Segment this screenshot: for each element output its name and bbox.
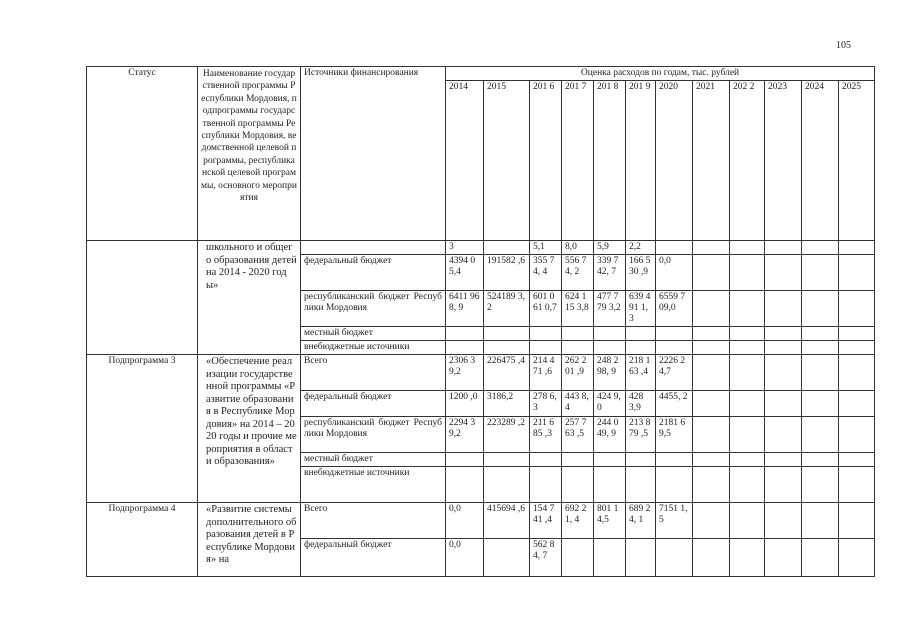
value-cell <box>802 255 839 291</box>
value-cell: 524189 3,2 <box>484 291 530 327</box>
value-cell: 8,0 <box>562 241 594 255</box>
value-cell: 211 685 ,3 <box>530 417 562 453</box>
value-cell <box>656 341 693 355</box>
value-cell <box>839 391 875 417</box>
value-cell <box>730 241 765 255</box>
value-cell: 415694 ,6 <box>484 503 530 539</box>
value-cell: 2226 24,7 <box>656 355 693 391</box>
value-cell: 624 115 3,8 <box>562 291 594 327</box>
header-year: 2014 <box>446 81 484 241</box>
status-cell <box>87 241 198 355</box>
value-cell: 639 491 1,3 <box>626 291 656 327</box>
value-cell <box>802 467 839 503</box>
budget-table <box>86 66 875 577</box>
value-cell <box>693 453 730 467</box>
value-cell <box>802 327 839 341</box>
value-cell <box>839 255 875 291</box>
value-cell <box>484 341 530 355</box>
value-cell: 4394 05,4 <box>446 255 484 291</box>
value-cell: 154 741 ,4 <box>530 503 562 539</box>
value-cell: 601 061 0,7 <box>530 291 562 327</box>
value-cell <box>839 241 875 255</box>
value-cell <box>802 355 839 391</box>
value-cell <box>839 327 875 341</box>
value-cell: 218 163 ,4 <box>626 355 656 391</box>
header-year: 2024 <box>802 81 839 241</box>
value-cell: 428 3,9 <box>626 391 656 417</box>
value-cell: 5,9 <box>594 241 626 255</box>
value-cell <box>656 539 693 577</box>
value-cell: 4455, 2 <box>656 391 693 417</box>
value-cell: 248 298, 9 <box>594 355 626 391</box>
value-cell <box>484 241 530 255</box>
value-cell <box>693 327 730 341</box>
header-year: 2023 <box>765 81 802 241</box>
value-cell: 278 6,3 <box>530 391 562 417</box>
value-cell <box>765 391 802 417</box>
value-cell <box>730 291 765 327</box>
value-cell <box>839 291 875 327</box>
value-cell <box>693 241 730 255</box>
value-cell: 244 049, 9 <box>594 417 626 453</box>
table-row <box>87 241 875 255</box>
value-cell <box>530 327 562 341</box>
funding-source-cell: республиканский бюджет Республики Мордовия <box>301 417 446 453</box>
value-cell: 562 84, 7 <box>530 539 562 577</box>
program-name-cell: «Обеспечение реализации государственной программы «Развитие образования в Республике Мордовия» на 2014 – 2020 годы и прочие мероприятия в области образования» <box>198 355 301 503</box>
value-cell <box>693 467 730 503</box>
value-cell <box>562 467 594 503</box>
value-cell <box>802 453 839 467</box>
value-cell: 226475 ,4 <box>484 355 530 391</box>
value-cell <box>562 539 594 577</box>
value-cell <box>802 341 839 355</box>
value-cell: 477 779 3,2 <box>594 291 626 327</box>
value-cell <box>839 467 875 503</box>
value-cell: 7151 1,5 <box>656 503 693 539</box>
value-cell: 3 <box>446 241 484 255</box>
header-year: 201 9 <box>626 81 656 241</box>
value-cell <box>693 503 730 539</box>
page-number: 105 <box>836 40 851 51</box>
value-cell <box>765 355 802 391</box>
value-cell <box>484 539 530 577</box>
value-cell: 801 14,5 <box>594 503 626 539</box>
value-cell <box>730 467 765 503</box>
value-cell <box>594 327 626 341</box>
value-cell <box>446 467 484 503</box>
funding-source-cell: местный бюджет <box>301 453 446 467</box>
value-cell <box>446 341 484 355</box>
value-cell <box>626 453 656 467</box>
header-sources: Источники финансирования <box>301 67 446 241</box>
status-cell: Подпрограмма 4 <box>87 503 198 577</box>
value-cell: 214 471 ,6 <box>530 355 562 391</box>
value-cell <box>562 453 594 467</box>
value-cell <box>730 453 765 467</box>
value-cell <box>594 453 626 467</box>
value-cell: 689 24, 1 <box>626 503 656 539</box>
value-cell <box>802 291 839 327</box>
value-cell <box>530 341 562 355</box>
program-name-cell: школьного и общего образования детей на 2014 - 2020 годы» <box>198 241 301 355</box>
table-row <box>87 503 875 539</box>
value-cell <box>693 391 730 417</box>
value-cell <box>446 453 484 467</box>
value-cell: 556 74, 2 <box>562 255 594 291</box>
header-estimate: Оценка расходов по годам, тыс. рублей <box>446 67 875 81</box>
value-cell <box>730 391 765 417</box>
header-year: 2015 <box>484 81 530 241</box>
value-cell <box>765 417 802 453</box>
funding-source-cell <box>301 241 446 255</box>
value-cell: 1200 ,0 <box>446 391 484 417</box>
value-cell <box>446 327 484 341</box>
value-cell <box>839 355 875 391</box>
header-year: 201 8 <box>594 81 626 241</box>
value-cell: 0,0 <box>446 503 484 539</box>
value-cell <box>693 255 730 291</box>
value-cell <box>765 453 802 467</box>
value-cell <box>594 467 626 503</box>
value-cell <box>562 341 594 355</box>
value-cell <box>765 327 802 341</box>
value-cell <box>839 539 875 577</box>
value-cell <box>730 255 765 291</box>
value-cell <box>802 417 839 453</box>
funding-source-cell: внебюджетные источники <box>301 467 446 503</box>
value-cell <box>730 539 765 577</box>
value-cell: 424 9,0 <box>594 391 626 417</box>
value-cell: 6411 968, 9 <box>446 291 484 327</box>
value-cell <box>802 391 839 417</box>
header-year: 201 6 <box>530 81 562 241</box>
value-cell <box>484 467 530 503</box>
value-cell <box>765 539 802 577</box>
program-name-cell: «Развитие системы дополнительного образования детей в Республике Мордовия» на <box>198 503 301 577</box>
value-cell: 2294 39,2 <box>446 417 484 453</box>
value-cell <box>802 503 839 539</box>
header-name: Наименование государственной программы Республики Мордовия, подпрограммы государственной программы Республики Мордовия, ведомственной целевой программы, республиканской целевой программы, основного мероприятия <box>198 67 301 241</box>
value-cell <box>656 453 693 467</box>
status-cell: Подпрограмма 3 <box>87 355 198 503</box>
funding-source-cell: федеральный бюджет <box>301 391 446 417</box>
value-cell <box>693 417 730 453</box>
header-year: 202 2 <box>730 81 765 241</box>
funding-source-cell: Всего <box>301 355 446 391</box>
funding-source-cell: республиканский бюджет Республики Мордовия <box>301 291 446 327</box>
header-year: 2021 <box>693 81 730 241</box>
value-cell <box>730 355 765 391</box>
header-year: 2020 <box>656 81 693 241</box>
value-cell: 355 74, 4 <box>530 255 562 291</box>
value-cell: 443 8,4 <box>562 391 594 417</box>
value-cell: 191582 ,6 <box>484 255 530 291</box>
value-cell: 0,0 <box>656 255 693 291</box>
value-cell: 2,2 <box>626 241 656 255</box>
value-cell <box>693 341 730 355</box>
value-cell <box>656 241 693 255</box>
value-cell <box>626 341 656 355</box>
funding-source-cell: федеральный бюджет <box>301 539 446 577</box>
funding-source-cell: местный бюджет <box>301 327 446 341</box>
funding-source-cell: Всего <box>301 503 446 539</box>
value-cell <box>730 417 765 453</box>
value-cell <box>484 453 530 467</box>
value-cell <box>594 341 626 355</box>
value-cell <box>765 467 802 503</box>
header-status: Статус <box>87 67 198 241</box>
value-cell <box>693 355 730 391</box>
value-cell <box>594 539 626 577</box>
value-cell <box>839 341 875 355</box>
value-cell <box>656 467 693 503</box>
value-cell: 257 763 ,5 <box>562 417 594 453</box>
value-cell <box>626 467 656 503</box>
value-cell: 3186,2 <box>484 391 530 417</box>
table-row <box>87 355 875 391</box>
value-cell: 6559 709,0 <box>656 291 693 327</box>
value-cell: 223289 ,2 <box>484 417 530 453</box>
value-cell <box>730 341 765 355</box>
value-cell <box>765 291 802 327</box>
value-cell <box>693 291 730 327</box>
value-cell <box>802 241 839 255</box>
value-cell <box>530 453 562 467</box>
value-cell <box>530 467 562 503</box>
value-cell <box>484 327 530 341</box>
value-cell <box>656 327 693 341</box>
value-cell <box>765 341 802 355</box>
value-cell <box>802 539 839 577</box>
funding-source-cell: федеральный бюджет <box>301 255 446 291</box>
value-cell: 2181 69,5 <box>656 417 693 453</box>
value-cell: 5,1 <box>530 241 562 255</box>
value-cell <box>730 327 765 341</box>
value-cell <box>626 327 656 341</box>
value-cell: 0,0 <box>446 539 484 577</box>
value-cell: 339 742, 7 <box>594 255 626 291</box>
value-cell <box>765 503 802 539</box>
value-cell <box>839 503 875 539</box>
funding-source-cell: внебюджетные источники <box>301 341 446 355</box>
value-cell <box>730 503 765 539</box>
value-cell: 213 879 ,5 <box>626 417 656 453</box>
value-cell: 262 201 ,9 <box>562 355 594 391</box>
header-year: 201 7 <box>562 81 594 241</box>
value-cell: 692 21, 4 <box>562 503 594 539</box>
header-year: 2025 <box>839 81 875 241</box>
value-cell: 2306 39,2 <box>446 355 484 391</box>
value-cell <box>626 539 656 577</box>
value-cell <box>562 327 594 341</box>
value-cell <box>765 241 802 255</box>
value-cell <box>693 539 730 577</box>
value-cell <box>765 255 802 291</box>
value-cell: 166 530 ,9 <box>626 255 656 291</box>
value-cell <box>839 453 875 467</box>
value-cell <box>839 417 875 453</box>
